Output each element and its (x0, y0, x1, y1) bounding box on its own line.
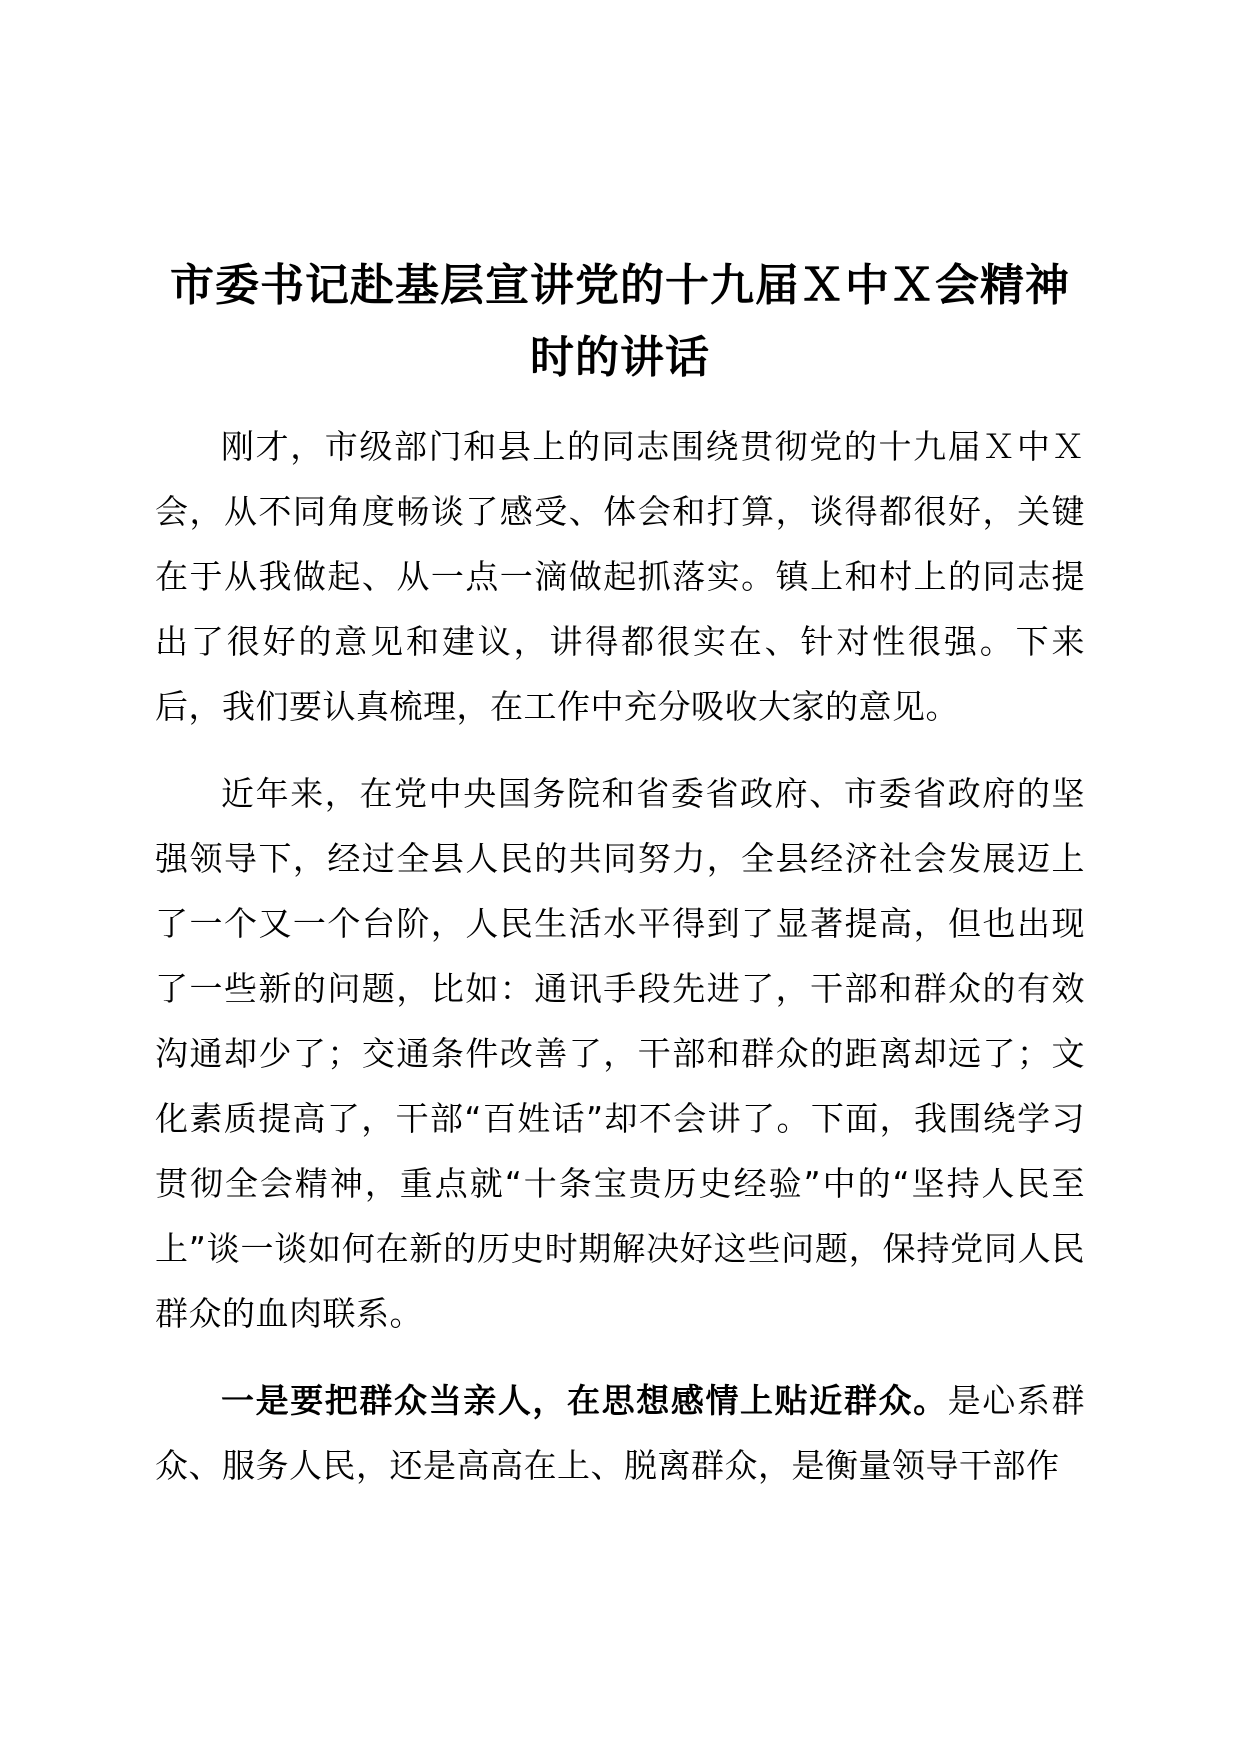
paragraph (155, 414, 1085, 739)
paragraph-text: 近年来，在党中央国务院和省委省政府、市委省政府的坚强领导下，经过全县人民的共同努力，全县经济社会发展迈上了一个又一个台阶，人民生活水平得到了显著提高，但也出现了一些新的问题，比如：通讯手段先进了，干部和群众的有效沟通却少了；交通条件改善了，干部和群众的距离却远了；文化素质提高了，干部“百姓话”却不会讲了。下面，我围绕学习贯彻全会精神，重点就“十条宝贵历史经验”中的“坚持人民至上”谈一谈如何在新的历史时期解决好这些问题，保持党同人民群众的血肉联系。 (155, 774, 1085, 1333)
paragraph-lead: 一是要把群众当亲人，在思想感情上贴近群众。 (221, 1381, 948, 1420)
paragraph-text: 刚才，市级部门和县上的同志围绕贯彻党的十九届Ｘ中Ｘ会，从不同角度畅谈了感受、体会和打算，谈得都很好，关键在于从我做起、从一点一滴做起抓落实。镇上和村上的同志提出了很好的意见和建议，讲得都很实在、针对性很强。下来后，我们要认真梳理，在工作中充分吸收大家的意见。 (155, 427, 1085, 726)
document-title: 市委书记赴基层宣讲党的十九届Ｘ中Ｘ会精神时的讲话 (170, 260, 1070, 383)
paragraph (155, 1368, 1085, 1498)
document-body (155, 414, 1085, 1520)
paragraph (155, 761, 1085, 1346)
paragraph-text: 是心系群众、服务人民，还是高高在上、脱离群众，是衡量领导干部作 (155, 1381, 1086, 1485)
